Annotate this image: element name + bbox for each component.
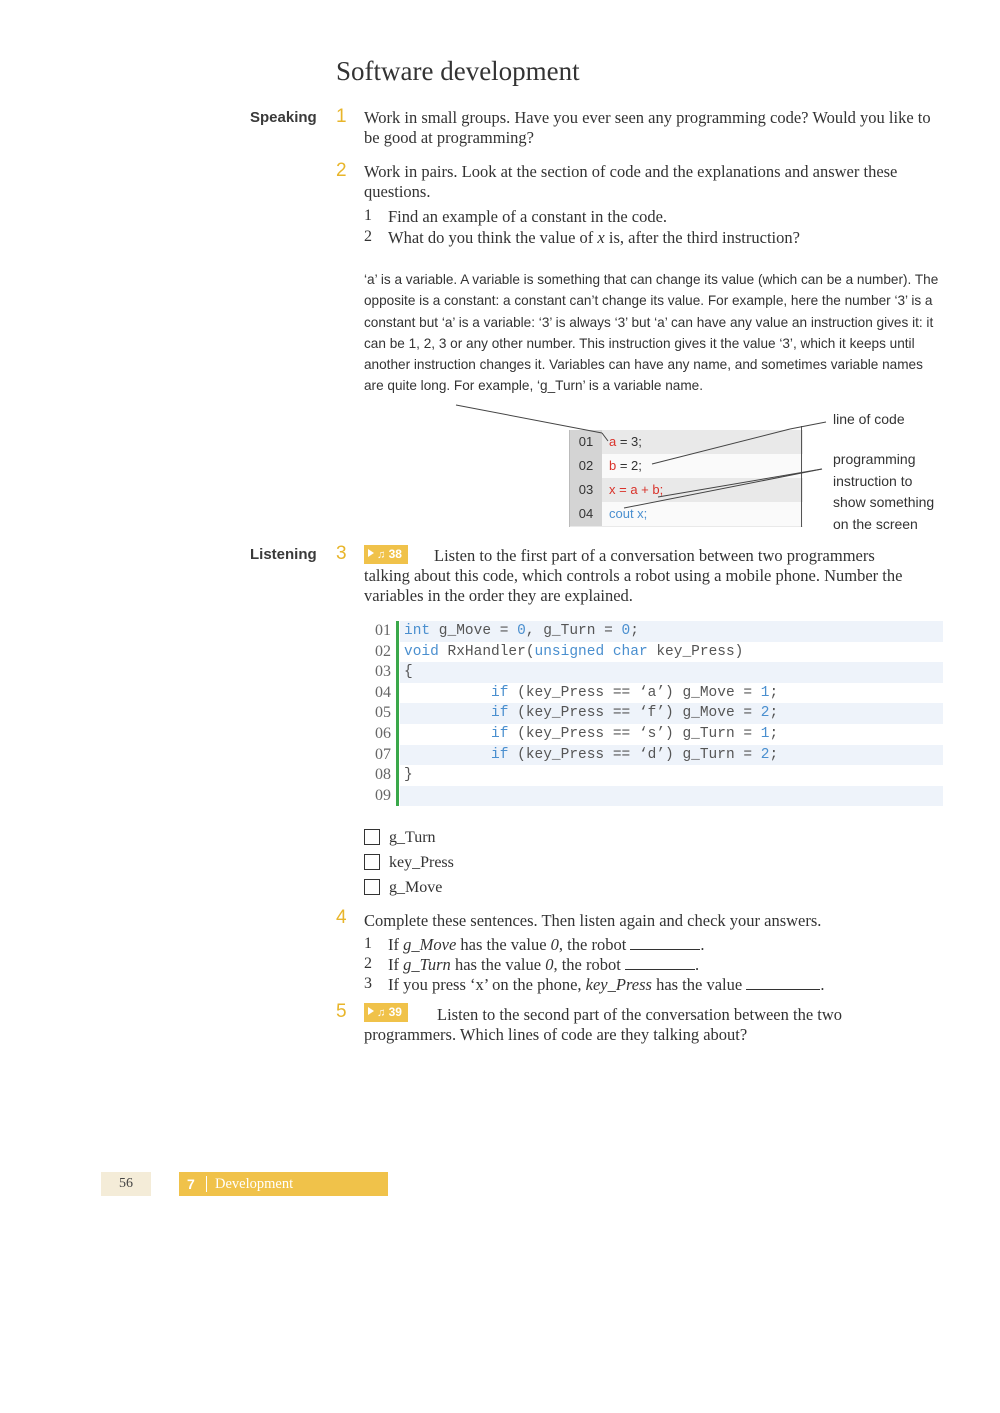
code-text: if (key_Press == ‘f’) g_Move = 2; (491, 705, 779, 722)
code-row (365, 703, 943, 724)
play-icon (368, 549, 374, 557)
page-number: 56 (101, 1172, 151, 1196)
line-number: 05 (375, 704, 391, 722)
code-text: a = 3; (609, 434, 642, 449)
checkbox-label: g_Move (389, 879, 443, 896)
annotation-programming: programming instruction to show something on the screen (833, 451, 935, 532)
sentence-1: If g_Move has the value 0, the robot . (388, 935, 705, 954)
code-text: if (key_Press == ‘a’) g_Move = 1; (491, 684, 779, 701)
divider (206, 1176, 207, 1192)
section-label-speaking: Speaking (250, 109, 317, 126)
line-number: 01 (375, 622, 391, 639)
play-icon (368, 1007, 374, 1015)
audio-track-badge[interactable]: ♫ 38 (364, 545, 408, 564)
section-label-listening: Listening (250, 546, 317, 563)
line-number: 02 (375, 642, 391, 660)
unit-banner (179, 1172, 388, 1196)
line-number: 01 (570, 430, 602, 454)
exercise-number-2: 2 (336, 160, 347, 181)
audio-track-badge[interactable]: ♫ 39 (364, 1003, 408, 1022)
line-number: 04 (570, 502, 602, 526)
code-row (365, 642, 943, 663)
sentence-number: 1 (364, 935, 372, 952)
code-text: b = 2; (609, 458, 642, 473)
exercise-5-text-line1: Listen to the second part of the conversation between the two (437, 1005, 843, 1024)
line-number: 09 (375, 786, 391, 804)
line-number: 03 (570, 478, 602, 502)
sentence-number: 2 (364, 955, 372, 972)
code-row (365, 621, 943, 642)
code-text: int g_Move = 0, g_Turn = 0; (404, 623, 639, 639)
code-text: { (404, 664, 413, 681)
question-2-text: What do you think the value of x is, after the third instruction? (388, 228, 800, 247)
checkbox[interactable] (364, 879, 380, 895)
answer-blank[interactable] (630, 937, 700, 950)
line-number: 08 (375, 766, 391, 784)
checkbox[interactable] (364, 854, 380, 870)
line-number: 02 (570, 454, 602, 478)
exercise-3-text-line1: Listen to the first part of a conversation between two programmers (434, 546, 875, 565)
line-number: 06 (375, 725, 391, 742)
code-row (365, 683, 943, 704)
code-text: if (key_Press == ‘d’) g_Turn = 2; (491, 746, 779, 763)
headphones-icon: ♫ (377, 549, 386, 561)
code-row (365, 765, 943, 786)
exercise-number-4: 4 (336, 907, 347, 928)
code-text: void RxHandler(unsigned char key_Press) (404, 643, 744, 660)
page-title: Software development (336, 56, 580, 86)
exercise-4-text: Complete these sentences. Then listen again and check your answers. (364, 911, 822, 930)
exercise-number-1: 1 (336, 106, 347, 127)
variable-explanation: ‘a’ is a variable. A variable is something that can change its value (which can be a number). The opposite is a constant: a constant can’t change its value. For example, here the number ‘3’ is a constant but ‘a’ is a variable: ‘3’ is always ‘3’ but ‘a’ can have any value an instruction gives it: it can be 1, 2, 3 or any other number. This instruction gives it the value ‘3’, which it keeps until another instruction changes it. Variables can have any name, and sometimes variable names are quite long. For example, ‘g_Turn’ is a variable name. (364, 272, 939, 394)
code-text: } (404, 767, 413, 784)
exercise-5-text-line2: programmers. Which lines of code are they talking about? (364, 1025, 748, 1044)
answer-blank[interactable] (746, 977, 820, 990)
code-text: x = a + b; (609, 482, 664, 497)
checkbox-label: g_Turn (389, 829, 436, 846)
line-number: 03 (375, 663, 391, 681)
answer-blank[interactable] (625, 957, 695, 970)
sentence-2: If g_Turn has the value 0, the robot . (388, 955, 700, 974)
line-number: 07 (375, 745, 391, 763)
unit-name: Development (215, 1176, 294, 1192)
headphones-icon: ♫ (377, 1007, 386, 1019)
exercise-2-text: Work in pairs. Look at the section of code and the explanations and answer these questions. (364, 162, 898, 201)
code-text: cout x; (609, 506, 648, 521)
checkbox[interactable] (364, 829, 380, 845)
exercise-1-text: Work in small groups. Have you ever seen any programming code? Would you like to be good at programming? (364, 108, 931, 147)
question-number: 2 (364, 228, 372, 245)
code-row (365, 662, 943, 683)
code-listing (365, 621, 943, 809)
line-number: 04 (375, 683, 391, 701)
question-1-text: Find an example of a constant in the code. (388, 207, 668, 226)
code-row (365, 786, 943, 807)
code-gutter-bar (396, 621, 399, 806)
code-text: if (key_Press == ‘s’) g_Turn = 1; (491, 726, 779, 742)
code-row (365, 724, 943, 745)
exercise-number-3: 3 (336, 543, 347, 564)
sentence-3: If you press ‘x’ on the phone, key_Press has the value . (388, 975, 825, 994)
exercise-3-text: talking about this code, which controls a robot using a mobile phone. Number the variables in the order they are explained. (364, 566, 903, 605)
exercise-number-5: 5 (336, 1001, 347, 1022)
unit-number: 7 (187, 1176, 195, 1192)
sentence-number: 3 (364, 975, 372, 992)
checkbox-label: key_Press (389, 854, 454, 871)
annotation-line-of-code: line of code (833, 411, 905, 427)
question-number: 1 (364, 207, 372, 224)
code-row (365, 745, 943, 766)
